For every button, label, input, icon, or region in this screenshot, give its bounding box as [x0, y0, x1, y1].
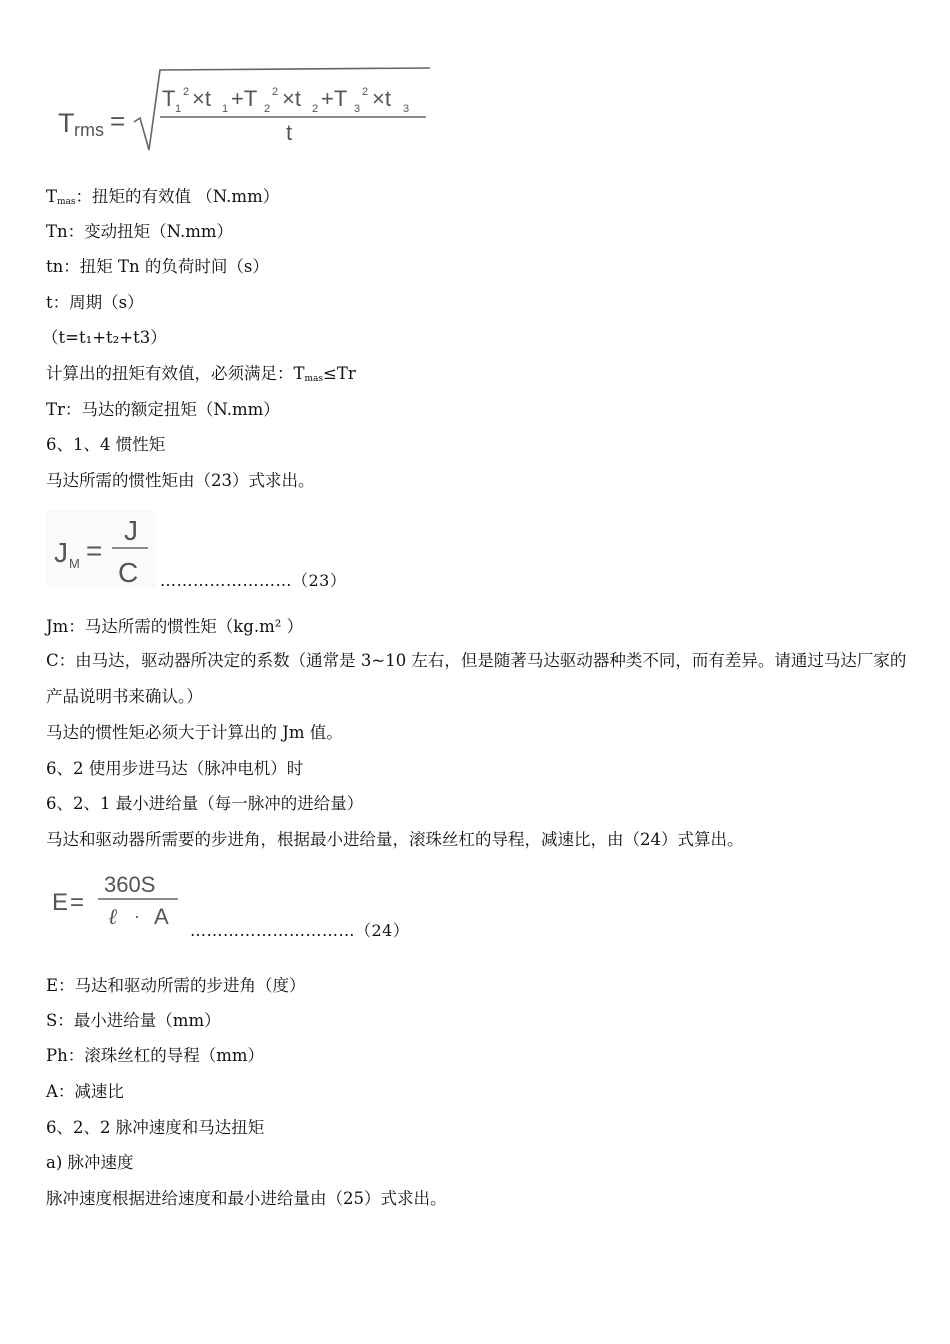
svg-text:A: A — [154, 904, 169, 929]
svg-text:E: E — [52, 889, 69, 916]
svg-text:=: = — [70, 889, 85, 916]
svg-text:2: 2 — [312, 103, 319, 115]
tmas-symbol: $T_{mas}$ — [46, 187, 76, 207]
svg-text:×t: ×t — [282, 86, 301, 111]
svg-text:×t: ×t — [372, 86, 391, 111]
step-angle-intro-text: 马达和驱动器所需要的步进角，根据最小进给量，滚珠丝杠的导程，减速比，由（24）式算出。 — [46, 830, 744, 849]
svg-text:=: = — [86, 535, 103, 566]
svg-text:×t: ×t — [192, 86, 211, 111]
svg-text:t: t — [286, 120, 293, 145]
section-6-2-2-heading: 6、2、2 脉冲速度和马达扭矩 — [46, 1118, 265, 1137]
formula-e-image — [46, 866, 186, 932]
svg-text:1: 1 — [175, 103, 182, 115]
pulse-speed-intro-text: 脉冲速度根据进给速度和最小进给量由（25）式求出。 — [46, 1189, 447, 1208]
svg-text:·: · — [134, 906, 140, 926]
equation-23-ref: ……………………（23） — [160, 571, 347, 590]
svg-text:2: 2 — [264, 103, 271, 115]
def-e: E：马达和驱动所需的步进角（度） — [46, 976, 306, 995]
svg-text:rms: rms — [74, 120, 104, 140]
def-s: S：最小进给量（mm） — [46, 1011, 221, 1030]
condition-text: 计算出的扭矩有效值，必须满足：$T_{mas}\le Tr$ — [46, 364, 356, 384]
jm-condition-text: 马达的惯性矩必须大于计算出的 Jm 值。 — [46, 723, 343, 742]
formula-trms-image — [50, 62, 435, 156]
list-item-a-pulse-speed: a) 脉冲速度 — [46, 1153, 134, 1172]
formula-jm-image — [46, 510, 156, 588]
svg-text:2: 2 — [183, 86, 190, 98]
svg-text:C: C — [118, 557, 139, 588]
def-t: t：周期（s） — [46, 293, 144, 312]
def-tn: Tn：变动扭矩（N.mm） — [46, 222, 234, 241]
svg-text:ℓ: ℓ — [108, 905, 118, 930]
svg-text:+T: +T — [231, 86, 258, 111]
svg-text:360S: 360S — [104, 872, 156, 897]
def-tn-time: tn：扭矩 Tn 的负荷时间（s） — [46, 257, 269, 276]
svg-text:2: 2 — [362, 86, 369, 98]
svg-text:2: 2 — [272, 86, 279, 98]
svg-text:J: J — [124, 515, 138, 546]
def-jm: Jm：马达所需的惯性矩（kg.m² ） — [46, 617, 304, 636]
def-tmas: $T_{mas}$：扭矩的有效值 （N.mm） — [46, 187, 280, 207]
svg-text:T: T — [162, 86, 176, 111]
def-tr: Tr：马达的额定扭矩（N.mm） — [46, 400, 280, 419]
equation-24-ref: …………………………（24） — [190, 921, 410, 940]
def-a: A：减速比 — [46, 1082, 124, 1101]
inertia-intro-text: 马达所需的惯性矩由（23）式求出。 — [46, 471, 315, 490]
svg-text:M: M — [69, 556, 80, 571]
def-c: C：由马达，驱动器所决定的系数（通常是 3~10 左右，但是随著马达驱动器种类不同，而有差异。请通过马达厂家的产品说明书来确认。） — [46, 651, 907, 706]
section-6-2-heading: 6、2 使用步进马达（脉冲电机）时 — [46, 759, 304, 778]
svg-text:+T: +T — [321, 86, 348, 111]
svg-text:J: J — [54, 537, 68, 568]
svg-text:3: 3 — [354, 103, 361, 115]
svg-text:1: 1 — [222, 103, 229, 115]
svg-text:3: 3 — [403, 103, 410, 115]
svg-text:=: = — [110, 106, 126, 136]
def-t-sum: （t=t₁+t₂+t3） — [42, 328, 167, 347]
section-6-1-4-heading: 6、1、4 惯性矩 — [46, 435, 166, 454]
svg-text:T: T — [58, 108, 75, 138]
def-ph: Ph：滚珠丝杠的导程（mm） — [46, 1046, 265, 1065]
section-6-2-1-heading: 6、2、1 最小进给量（每一脉冲的进给量） — [46, 794, 364, 813]
